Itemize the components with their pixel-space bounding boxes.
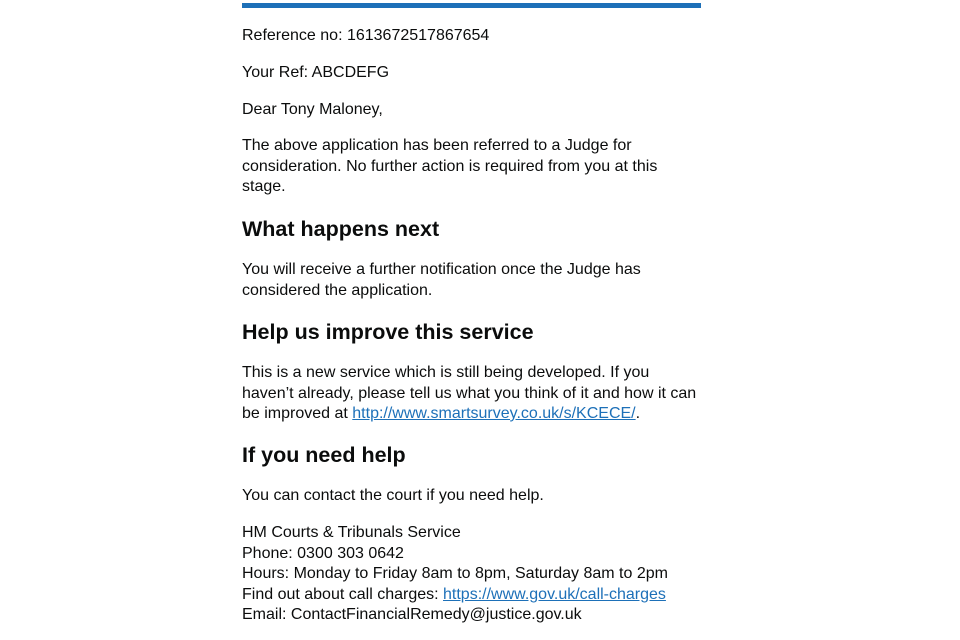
heading-what-happens-next: What happens next xyxy=(242,217,440,241)
feedback-text: This is a new service which is still being developed. If you haven’t already, please tell us what you think of it and how it can be improved at xyxy=(242,364,697,422)
call-charges-label: Find out about call charges: xyxy=(242,585,444,603)
next-steps-paragraph: You will receive a further notification once the Judge has considered the application. xyxy=(242,261,641,299)
greeting: Dear Tony Maloney, xyxy=(242,101,383,118)
feedback-paragraph xyxy=(242,363,702,425)
reference-number: Reference no: 1613672517867654 xyxy=(242,27,490,44)
heading-help-improve: Help us improve this service xyxy=(242,320,534,344)
contact-phone: Phone: 0300 303 0642 xyxy=(242,544,404,562)
your-reference: Your Ref: ABCDEFG xyxy=(242,64,390,81)
contact-call-charges xyxy=(242,585,702,606)
contact-email: Email: ContactFinancialRemedy@justice.gov.uk xyxy=(242,606,582,623)
help-paragraph: You can contact the court if you need help. xyxy=(242,487,544,504)
call-charges-link[interactable]: https://www.gov.uk/call-charges xyxy=(443,585,666,603)
heading-need-help: If you need help xyxy=(242,443,406,467)
header-accent-bar xyxy=(242,3,701,8)
survey-link[interactable]: http://www.smartsurvey.co.uk/s/KCECE/ xyxy=(352,405,636,422)
intro-paragraph: The above application has been referred to a Judge for consideration. No further action is required from you at this stage. xyxy=(242,137,658,195)
contact-hours: Hours: Monday to Friday 8am to 8pm, Saturday 8am to 2pm xyxy=(242,565,668,582)
contact-org: HM Courts & Tribunals Service xyxy=(242,524,461,541)
contact-block xyxy=(242,523,702,626)
feedback-text-end: . xyxy=(635,405,641,422)
